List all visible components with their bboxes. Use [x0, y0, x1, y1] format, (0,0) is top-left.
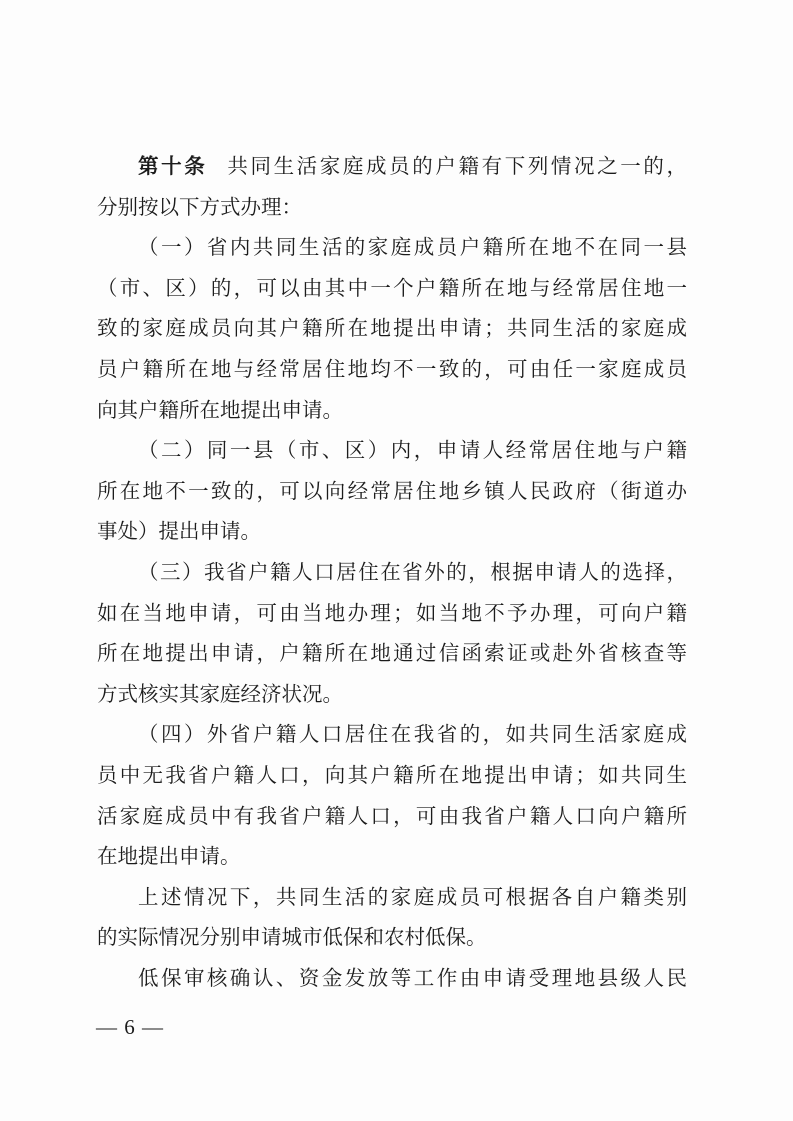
page-number: — 6 — — [96, 1015, 164, 1039]
line-text: 上述情况下，共同生活的家庭成员可根据各自户籍类别 — [138, 884, 687, 909]
line-text: 员户籍所在地与经常居住地均不一致的，可由任一家庭成员 — [97, 356, 687, 381]
text-line — [97, 714, 687, 755]
line-text: （市、区）的，可以由其中一个户籍所在地与经常居住地一 — [97, 275, 687, 300]
text-line — [97, 430, 687, 471]
line-text: （二）同一县（市、区）内，申请人经常居住地与户籍 — [138, 438, 687, 463]
line-text: 员中无我省户籍人口，向其户籍所在地提出申请；如共同生 — [97, 762, 687, 787]
line-text: 致的家庭成员向其户籍所在地提出申请；共同生活的家庭成 — [97, 316, 687, 341]
text-line — [97, 877, 687, 918]
text-line — [97, 836, 687, 877]
line-text: 在地提出申请。 — [97, 844, 241, 869]
line-text: 方式核实其家庭经济状况。 — [97, 681, 343, 706]
text-line — [97, 471, 687, 512]
text-line — [97, 268, 687, 309]
line-text: 的实际情况分别申请城市低保和农村低保。 — [97, 925, 487, 950]
text-line — [97, 349, 687, 390]
line-text: 事处）提出申请。 — [97, 519, 261, 544]
line-text: （四）外省户籍人口居住在我省的，如共同生活家庭成 — [138, 722, 687, 747]
body-text — [97, 146, 687, 998]
line-text: 共同生活家庭成员的户籍有下列情况之一的， — [227, 154, 687, 178]
text-line — [97, 552, 687, 593]
line-text: 分别按以下方式办理： — [97, 194, 302, 219]
line-text: 活家庭成员中有我省户籍人口，可由我省户籍人口向户籍所 — [97, 803, 687, 828]
line-text: 所在地提出申请，户籍所在地通过信函索证或赴外省核查等 — [97, 641, 687, 666]
line-text: 如在当地申请，可由当地办理；如当地不予办理，可向户籍 — [97, 600, 687, 625]
text-line — [97, 633, 687, 674]
line-text: 向其户籍所在地提出申请。 — [97, 397, 343, 422]
text-line — [97, 390, 687, 431]
line-text: （一）省内共同生活的家庭成员户籍所在地不在同一县 — [138, 235, 687, 260]
line-text: 所在地不一致的，可以向经常居住地乡镇人民政府（街道办 — [97, 478, 687, 503]
text-line — [97, 146, 687, 187]
line-text: 低保审核确认、资金发放等工作由申请受理地县级人民 — [138, 965, 687, 990]
text-line — [97, 917, 687, 958]
text-line — [97, 755, 687, 796]
text-line — [97, 958, 687, 999]
text-line — [97, 593, 687, 634]
text-line — [97, 227, 687, 268]
text-line — [97, 187, 687, 228]
article-label: 第十条 — [138, 154, 208, 178]
text-line — [97, 511, 687, 552]
text-line — [97, 308, 687, 349]
text-line — [97, 674, 687, 715]
text-line — [97, 796, 687, 837]
line-text: （三）我省户籍人口居住在省外的，根据申请人的选择， — [138, 559, 687, 584]
